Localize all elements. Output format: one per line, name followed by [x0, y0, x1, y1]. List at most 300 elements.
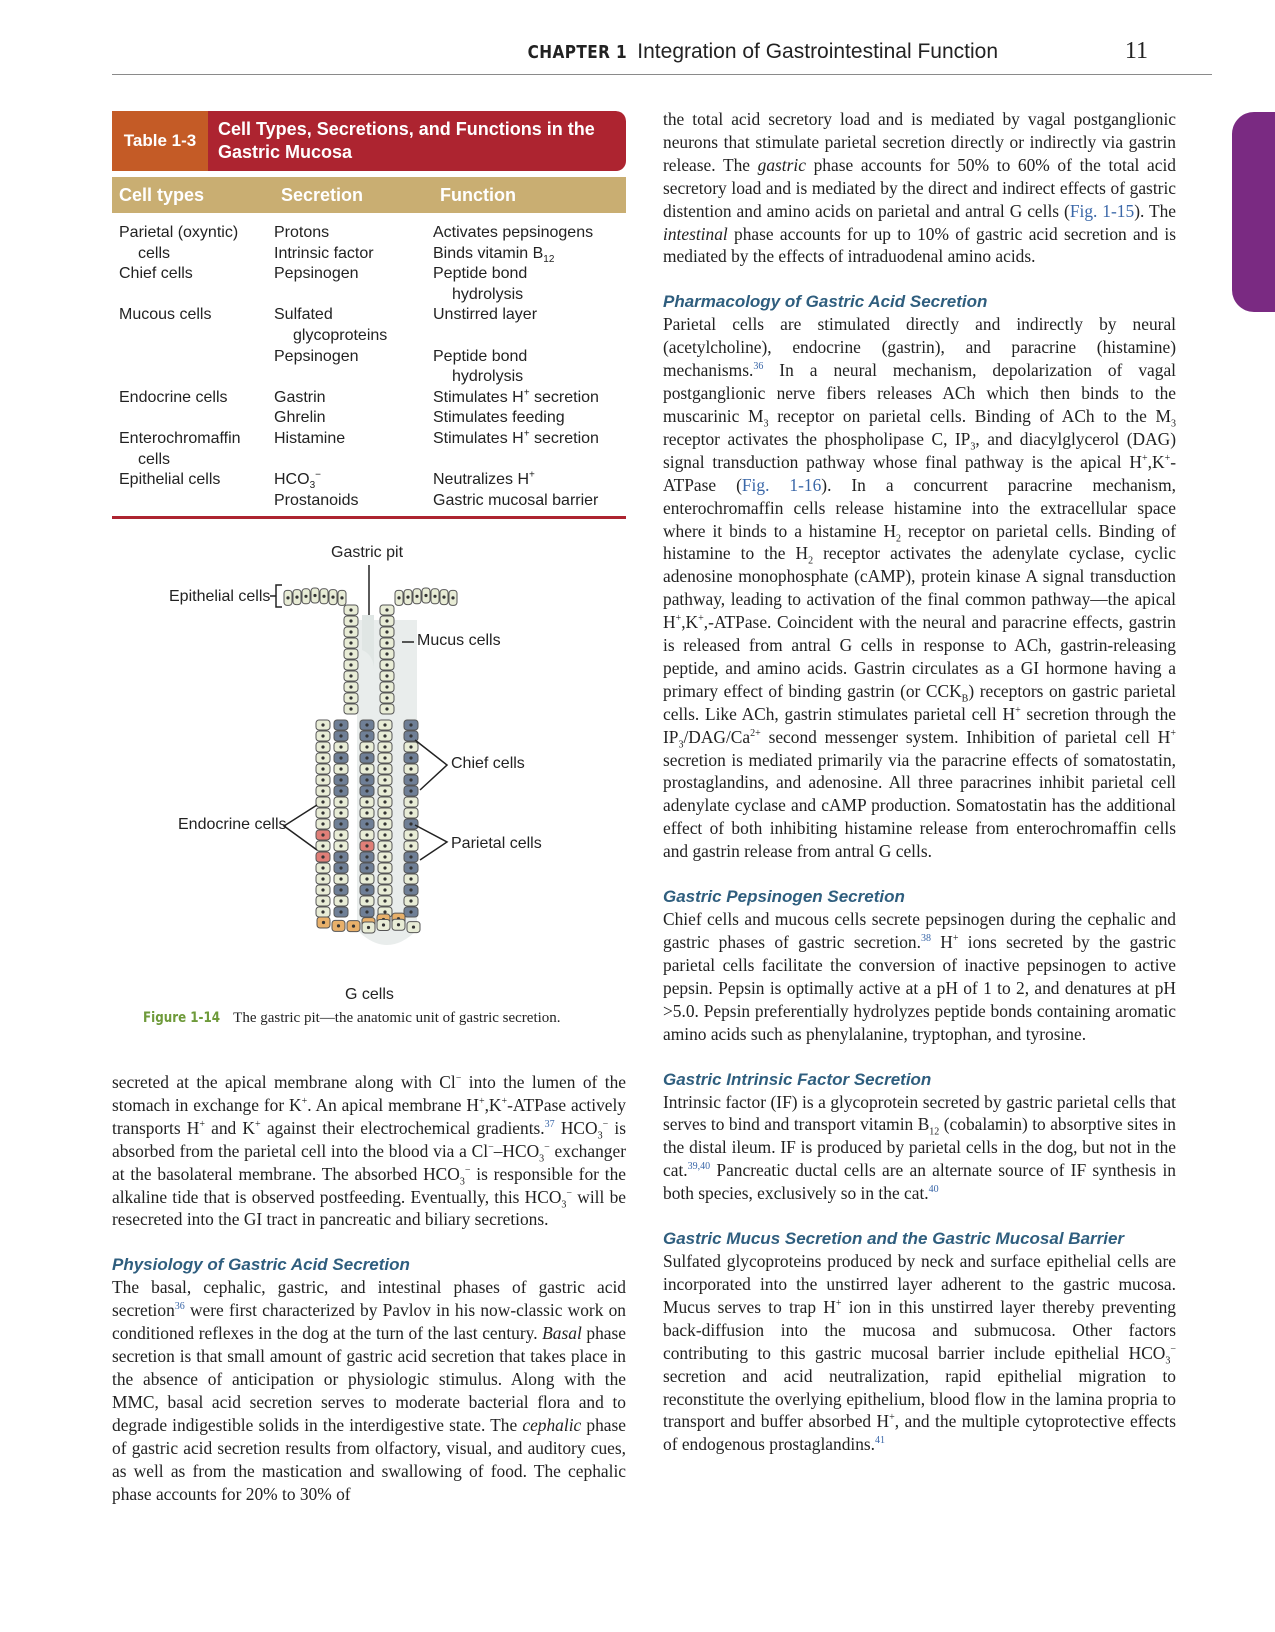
- sub: 3: [459, 1176, 465, 1188]
- emphasis: intestinal: [663, 223, 728, 244]
- cell-nucleus: [349, 652, 352, 655]
- cell-nucleus: [365, 811, 368, 814]
- cell-nucleus: [349, 685, 352, 688]
- paragraph: [663, 908, 1176, 1045]
- function: Stimulates H: [433, 429, 524, 447]
- sub: 3: [763, 418, 769, 430]
- cell-nucleus: [339, 888, 342, 891]
- text: ). The: [1134, 200, 1176, 221]
- sup: +: [1164, 452, 1171, 464]
- function: Peptide bond: [433, 347, 528, 365]
- text: receptor activates the phospholipase C, IP: [663, 428, 971, 449]
- section-heading: Gastric Pepsinogen Secretion: [663, 887, 905, 907]
- function: Unstirred layer: [433, 306, 538, 324]
- cell-nucleus: [339, 855, 342, 858]
- cell-type: Epithelial cells: [119, 471, 221, 489]
- cell-nucleus: [382, 923, 385, 926]
- cell-nucleus: [365, 833, 368, 836]
- cell-nucleus: [339, 734, 342, 737]
- text: were first characterized by Pavlov in his now-classic work on conditioned reflexes in the dog at the turn of the last century.: [112, 1300, 626, 1344]
- cell-nucleus: [409, 800, 412, 803]
- cell-type: Chief cells: [119, 265, 193, 283]
- text: secretion is mediated primarily via the paracrine effects of somatostatin, prostaglandins, and adenosine. All three paracrines inhibit parietal cell adenylate cyclase and cAMP production. Somatostatin has the additional effect of both inhibiting histamine release from enterochromaffin cells and gastrin release from antral G cells.: [663, 749, 1176, 862]
- cell-nucleus: [352, 925, 355, 928]
- function: Stimulates feeding: [433, 409, 565, 427]
- cell-nucleus: [365, 844, 368, 847]
- page-header: [112, 36, 1212, 76]
- sub: 3: [678, 739, 684, 751]
- label-g-cells: G cells: [345, 986, 394, 1003]
- cell-type-cont: cells: [138, 450, 171, 468]
- text: will be resecreted into the GI tract in pancreatic and biliary secretions.: [112, 1186, 626, 1230]
- sub: 3: [1171, 418, 1177, 430]
- figure-link[interactable]: Fig. 1-16: [741, 474, 822, 495]
- cell-type: Mucous cells: [119, 306, 212, 324]
- cell-nucleus: [321, 833, 324, 836]
- right-column: [663, 108, 1176, 1456]
- cell-nucleus: [365, 778, 368, 781]
- header-rule: [112, 74, 1212, 75]
- cell-nucleus: [339, 811, 342, 814]
- figure-caption-text: The gastric pit—the anatomic unit of gastric secretion.: [233, 1010, 561, 1026]
- cell-nucleus: [409, 888, 412, 891]
- pointer-endocrine: [284, 805, 317, 850]
- table-row: [112, 264, 626, 305]
- section-heading: Gastric Intrinsic Factor Secretion: [663, 1069, 932, 1089]
- cell-nucleus: [349, 674, 352, 677]
- cell-nucleus: [365, 899, 368, 902]
- text: ion in this unstirred layer thereby preventing back-diffusion into the mucosa and submucosa. Other factors contributing to this gastric mucosal barrier include epithelial HCO: [663, 1296, 1176, 1363]
- cell-nucleus: [365, 888, 368, 891]
- function-cont: hydrolysis: [452, 368, 524, 386]
- cell-nucleus: [365, 745, 368, 748]
- text: ions secreted by the gastric parietal cells facilitate the conversion of inactive pepsinogen to active pepsin. Pepsin is optimally active at a pH of 1 to 2, and denatures at pH >5.0. Pepsin preferentially hydrolyzes peptide bonds containing aromatic amino acids such as phenylalanine, tryptophan, and tyrosine.: [663, 932, 1176, 1044]
- sup: +: [1142, 452, 1148, 464]
- cell-nucleus: [337, 924, 340, 927]
- secretion: Sulfated: [274, 306, 333, 324]
- citation[interactable]: 36: [753, 361, 764, 373]
- cell-nucleus: [383, 734, 386, 737]
- text: ,K: [681, 612, 699, 633]
- table-row: [112, 388, 626, 429]
- cell-nucleus: [383, 767, 386, 770]
- chapter-label: CHAPTER 1: [527, 42, 628, 63]
- cell-nucleus: [349, 707, 352, 710]
- cell-nucleus: [383, 723, 386, 726]
- cell-nucleus: [295, 596, 298, 599]
- function: Stimulates H: [433, 388, 524, 406]
- cell-nucleus: [365, 789, 368, 792]
- cell-nucleus: [349, 630, 352, 633]
- cell-nucleus: [339, 789, 342, 792]
- cell-nucleus: [321, 899, 324, 902]
- table-row: [112, 223, 626, 264]
- figure-caption: [143, 1010, 561, 1027]
- sup: +: [1170, 727, 1176, 739]
- table-column-headers: [112, 177, 626, 213]
- text: ,K: [1147, 451, 1165, 472]
- section-heading: Pharmacology of Gastric Acid Secretion: [663, 292, 988, 312]
- function-cont: hydrolysis: [452, 285, 524, 303]
- function: Activates pepsinogens: [433, 224, 594, 241]
- label-gastric-pit: Gastric pit: [331, 544, 404, 561]
- cell-nucleus: [383, 899, 386, 902]
- cell-nucleus: [383, 844, 386, 847]
- cell-nucleus: [367, 926, 370, 929]
- cell-nucleus: [383, 888, 386, 891]
- secretion: Ghrelin: [274, 409, 326, 427]
- cell-nucleus: [383, 855, 386, 858]
- sup: +: [675, 613, 682, 625]
- cell-nucleus: [383, 789, 386, 792]
- paragraph: [112, 1071, 626, 1231]
- cell-nucleus: [331, 596, 334, 599]
- text: is responsible for the alkaline tide that is observed postfeeding. Eventually, this HCO: [112, 1163, 626, 1207]
- cell-nucleus: [383, 778, 386, 781]
- cell-nucleus: [321, 745, 324, 748]
- cell-nucleus: [339, 899, 342, 902]
- cell-nucleus: [433, 595, 436, 598]
- sub: 3: [597, 1130, 603, 1142]
- text: into the lumen of the stomach in exchange for K: [112, 1072, 626, 1115]
- function: Neutralizes H: [433, 471, 530, 489]
- cell-nucleus: [442, 596, 445, 599]
- superscript: +: [523, 387, 530, 399]
- cell-type: Endocrine cells: [119, 388, 228, 406]
- sub: 3: [539, 1153, 545, 1165]
- table-number: Table 1-3: [112, 111, 208, 171]
- secretion: Pepsinogen: [274, 265, 359, 283]
- text: , and diacylglycerol (DAG) signal transduction pathway whose final pathway is the apical H: [663, 428, 1176, 472]
- cell-nucleus: [365, 767, 368, 770]
- citation[interactable]: 39,40: [687, 1161, 711, 1173]
- cell-nucleus: [321, 855, 324, 858]
- pointer-chief: [415, 740, 447, 790]
- cell-nucleus: [383, 877, 386, 880]
- cell-nucleus: [383, 811, 386, 814]
- sup: −: [455, 1073, 462, 1085]
- pointer-parietal: [415, 825, 447, 860]
- cell-nucleus: [321, 877, 324, 880]
- secretion: Intrinsic factor: [274, 244, 374, 262]
- sub: 3: [970, 441, 976, 453]
- cell-nucleus: [321, 866, 324, 869]
- cell-nucleus: [451, 596, 454, 599]
- cell-nucleus: [385, 685, 388, 688]
- text: phase secretion is that small amount of gastric acid secretion that takes place in the absence of anticipation or physiologic stimulus. Along with the MMC, basal acid secretion serves to moderate bacterial flora and to degrade indigestible solids in the interdigestive state. The: [112, 1323, 626, 1435]
- text: H: [930, 932, 953, 952]
- figure-number: Figure 1-14: [143, 1010, 221, 1026]
- column-header-secretion: Secretion: [281, 184, 364, 205]
- function-tail: secretion: [529, 429, 599, 447]
- cell-nucleus: [321, 723, 324, 726]
- table-1-3: [112, 111, 626, 519]
- cell-nucleus: [339, 745, 342, 748]
- text: ). In a concurrent paracrine mechanism, enterochromaffin cells release histamine into the extracellular space where it binds to a histamine H: [663, 474, 1176, 541]
- cell-nucleus: [349, 619, 352, 622]
- cell-nucleus: [365, 877, 368, 880]
- cell-nucleus: [340, 596, 343, 599]
- cell-nucleus: [365, 910, 368, 913]
- sub: 3: [561, 1199, 567, 1210]
- sup: +: [889, 1412, 895, 1424]
- cell-nucleus: [313, 594, 316, 597]
- text: second messenger system. Inhibition of parietal cell H: [760, 726, 1171, 747]
- text: secretion through the IP: [663, 703, 1176, 747]
- text: . An apical membrane H: [307, 1094, 479, 1115]
- cell-nucleus: [385, 674, 388, 677]
- cell-nucleus: [365, 866, 368, 869]
- cell-nucleus: [383, 800, 386, 803]
- left-column: [112, 1071, 626, 1505]
- citation[interactable]: 37: [544, 1119, 555, 1131]
- cell-nucleus: [409, 822, 412, 825]
- function-tail: secretion: [529, 388, 599, 406]
- chapter-thumb-tab: [1232, 112, 1275, 312]
- citation[interactable]: 40: [928, 1184, 939, 1196]
- cell-nucleus: [385, 608, 388, 611]
- text: against their electrochemical gradients.: [260, 1117, 545, 1138]
- cell-nucleus: [286, 596, 289, 599]
- cell-nucleus: [365, 734, 368, 737]
- bracket-epithelial: [270, 585, 282, 607]
- text: –HCO: [493, 1140, 540, 1161]
- cell-nucleus: [322, 595, 325, 598]
- cell-nucleus: [383, 756, 386, 759]
- cell-nucleus: [339, 756, 342, 759]
- text: Sulfated glycoproteins produced by neck and surface epithelial cells are incorporated into the unstirred layer adherent to the gastric mucosa. Mucus serves to trap H: [663, 1251, 1176, 1317]
- cell-type: Enterochromaffin: [119, 429, 241, 447]
- citation[interactable]: 38: [920, 933, 931, 945]
- cell-nucleus: [409, 734, 412, 737]
- paragraph: [663, 108, 1176, 268]
- secretion: Protons: [274, 224, 330, 241]
- cell-nucleus: [385, 663, 388, 666]
- cell-type: Parietal (oxyntic): [119, 224, 239, 241]
- label-epithelial-cells: Epithelial cells: [169, 588, 271, 605]
- subscript: 3: [309, 480, 316, 492]
- text: and K: [204, 1117, 255, 1138]
- text: (cobalamin) to absorptive sites in the distal ileum. IF is produced by parietal cells in the dog, but not in the cat.: [663, 1114, 1176, 1181]
- text: /DAG/Ca: [683, 726, 751, 747]
- cell-nucleus: [412, 925, 415, 928]
- text: phase accounts for 50% to 60% of the total acid secretory load and is mediated by the direct and indirect effects of gastric distention and amino acids on parietal and antral G cells (: [663, 154, 1176, 221]
- label-parietal-cells: Parietal cells: [451, 835, 542, 852]
- sub: B: [961, 693, 969, 705]
- cell-nucleus: [397, 923, 400, 926]
- paragraph: [663, 1091, 1176, 1206]
- text: receptor on parietal cells. Binding of ACh to the M: [768, 405, 1172, 426]
- sup: −: [566, 1187, 573, 1199]
- text: , and the multiple cytoprotective effects of endogenous prostaglandins.: [663, 1411, 1176, 1455]
- table-bottom-rule: [112, 516, 626, 519]
- cell-nucleus: [383, 910, 386, 913]
- text: the total acid secretory load and is mediated by vagal postganglionic neurons that stimulate parietal secretion directly or indirectly via gastrin release. The: [663, 109, 1176, 175]
- cell-nucleus: [397, 596, 400, 599]
- cell-nucleus: [409, 745, 412, 748]
- table-row: [112, 347, 626, 388]
- cell-nucleus: [322, 921, 325, 924]
- cell-nucleus: [383, 822, 386, 825]
- cell-nucleus: [365, 855, 368, 858]
- table-body: [112, 213, 626, 511]
- cell-nucleus: [385, 696, 388, 699]
- sup: −: [544, 1141, 550, 1153]
- cell-nucleus: [385, 619, 388, 622]
- function: Gastric mucosal barrier: [433, 491, 599, 509]
- section-heading: Physiology of Gastric Acid Secretion: [112, 1255, 410, 1275]
- sub: 2: [808, 555, 814, 567]
- cell-nucleus: [321, 734, 324, 737]
- sup: +: [698, 613, 704, 625]
- secretion: Gastrin: [274, 388, 326, 406]
- sup: +: [199, 1119, 205, 1131]
- label-chief-cells: Chief cells: [451, 755, 525, 772]
- text: phase accounts for up to 10% of gastric acid secretion and is mediated by the effects of intraduodenal amino acids.: [663, 223, 1176, 267]
- text: exchanger at the basolateral membrane. The absorbed HCO: [112, 1140, 626, 1184]
- cell-nucleus: [339, 778, 342, 781]
- paragraph: [663, 313, 1176, 863]
- cell-nucleus: [409, 789, 412, 792]
- cell-nucleus: [409, 723, 412, 726]
- cell-nucleus: [339, 833, 342, 836]
- cell-nucleus: [304, 595, 307, 598]
- emphasis: cephalic: [522, 1414, 582, 1435]
- cell-nucleus: [321, 844, 324, 847]
- cell-nucleus: [409, 910, 412, 913]
- cell-nucleus: [406, 596, 409, 599]
- cell-nucleus: [383, 866, 386, 869]
- text: ,-ATPase. Coincident with the neural and paracrine effects, gastrin is released from antral G cells in response to ACh, gastrin-releasing peptide, and amino acids. Gastrin circulates as a GI hormone having a primary effect of binding gastrin (or CCK: [663, 612, 1176, 701]
- cell-nucleus: [409, 844, 412, 847]
- cell-nucleus: [349, 608, 352, 611]
- citation[interactable]: 41: [875, 1435, 886, 1447]
- table-row: [112, 305, 626, 346]
- emphasis: gastric: [757, 154, 806, 175]
- cell-nucleus: [383, 833, 386, 836]
- text: receptor activates the adenylate cyclase, cyclic adenosine monophosphate (cAMP), protein kinase A signal transduction pathway, leading to activation of the final common pathway—the apical H: [663, 543, 1176, 633]
- cell-nucleus: [409, 899, 412, 902]
- cell-nucleus: [365, 723, 368, 726]
- text: In a neural mechanism, depolarization of vagal postganglionic nerve fibers releases ACh which then binds to the muscarinic M: [663, 360, 1176, 426]
- secretion: Histamine: [274, 429, 346, 447]
- table-row: [112, 470, 626, 511]
- cell-nucleus: [409, 833, 412, 836]
- cell-nucleus: [365, 756, 368, 759]
- cell-type-cont: cells: [138, 244, 171, 262]
- sup: +: [255, 1119, 261, 1131]
- text: -ATPase actively transports H: [112, 1094, 627, 1138]
- text: ) receptors on gastric parietal cells. Like ACh, gastrin stimulates parietal cell H: [663, 680, 1176, 724]
- cell-nucleus: [409, 866, 412, 869]
- cell-nucleus: [339, 800, 342, 803]
- cell-nucleus: [321, 910, 324, 913]
- text: Parietal cells are stimulated directly and indirectly by neural (acetylcholine), endocrine (gastrin), and paracrine (histamine) mechanisms.: [663, 314, 1176, 381]
- secretion-cont: glycoproteins: [293, 326, 388, 344]
- secretion: HCO: [274, 471, 310, 489]
- text: ,K: [484, 1094, 502, 1115]
- sup: +: [952, 933, 959, 945]
- sup: −: [1170, 1343, 1176, 1355]
- table-header: [112, 111, 626, 171]
- cell-nucleus: [321, 811, 324, 814]
- superscript: +: [523, 428, 530, 440]
- page-number: 11: [1124, 38, 1148, 64]
- cell-nucleus: [349, 663, 352, 666]
- table-row: [112, 429, 626, 470]
- cell-nucleus: [385, 641, 388, 644]
- text: is absorbed from the parietal cell into the blood via a Cl: [112, 1117, 626, 1161]
- sup: −: [464, 1164, 471, 1176]
- cell-nucleus: [339, 767, 342, 770]
- cell-nucleus: [321, 888, 324, 891]
- cell-nucleus: [339, 866, 342, 869]
- sup: 2+: [750, 727, 761, 739]
- cell-nucleus: [409, 855, 412, 858]
- sup: +: [1015, 704, 1021, 716]
- cell-nucleus: [409, 877, 412, 880]
- paragraph: [663, 1250, 1176, 1456]
- cell-nucleus: [339, 877, 342, 880]
- figure-link[interactable]: Fig. 1-15: [1069, 200, 1135, 221]
- subscript: 12: [543, 253, 555, 265]
- cell-nucleus: [349, 641, 352, 644]
- text: HCO: [554, 1117, 598, 1138]
- cell-nucleus: [339, 723, 342, 726]
- cell-nucleus: [321, 789, 324, 792]
- superscript: +: [529, 469, 535, 481]
- cell-nucleus: [385, 652, 388, 655]
- sup: −: [488, 1141, 494, 1153]
- cell-nucleus: [321, 756, 324, 759]
- cell-nucleus: [385, 707, 388, 710]
- cell-nucleus: [385, 630, 388, 633]
- sub: 12: [929, 1126, 940, 1138]
- sub: 2: [896, 532, 902, 544]
- cell-nucleus: [409, 756, 412, 759]
- cell-nucleus: [321, 822, 324, 825]
- chapter-title: Integration of Gastrointestinal Function: [637, 40, 998, 63]
- text: phase of gastric acid secretion results from olfactory, visual, and auditory cues, as well as from the mastication and swallowing of food. The cephalic phase accounts for 20% to 30% of: [112, 1414, 626, 1504]
- text: Chief cells and mucous cells secrete pepsinogen during the cephalic and gastric phases of gastric secretion.: [663, 909, 1176, 952]
- cell-nucleus: [349, 696, 352, 699]
- function: Peptide bond: [433, 265, 528, 283]
- figure-gastric-pit: [112, 544, 626, 1003]
- running-head: [510, 40, 998, 64]
- text: secreted at the apical membrane along with Cl: [112, 1072, 456, 1092]
- cell-nucleus: [339, 844, 342, 847]
- cell-nucleus: [339, 910, 342, 913]
- column-header-function: Function: [440, 184, 516, 205]
- cell-nucleus: [339, 822, 342, 825]
- label-mucus-cells: Mucus cells: [417, 632, 501, 649]
- cell-nucleus: [321, 767, 324, 770]
- cell-nucleus: [409, 811, 412, 814]
- secretion: Pepsinogen: [274, 347, 359, 365]
- citation[interactable]: 36: [174, 1301, 185, 1313]
- gastric-pit-diagram: [112, 560, 626, 980]
- emphasis: Basal: [542, 1323, 582, 1344]
- text: receptor on parietal cells. Binding of histamine to the H: [663, 520, 1177, 564]
- sup: +: [835, 1298, 842, 1310]
- sub: 3: [1165, 1355, 1171, 1367]
- cell-nucleus: [409, 778, 412, 781]
- cell-nucleus: [365, 822, 368, 825]
- cell-nucleus: [415, 595, 418, 598]
- cell-nucleus: [365, 800, 368, 803]
- text: -ATPase (: [663, 451, 1176, 495]
- section-heading: Gastric Mucus Secretion and the Gastric Mucosal Barrier: [663, 1229, 1125, 1249]
